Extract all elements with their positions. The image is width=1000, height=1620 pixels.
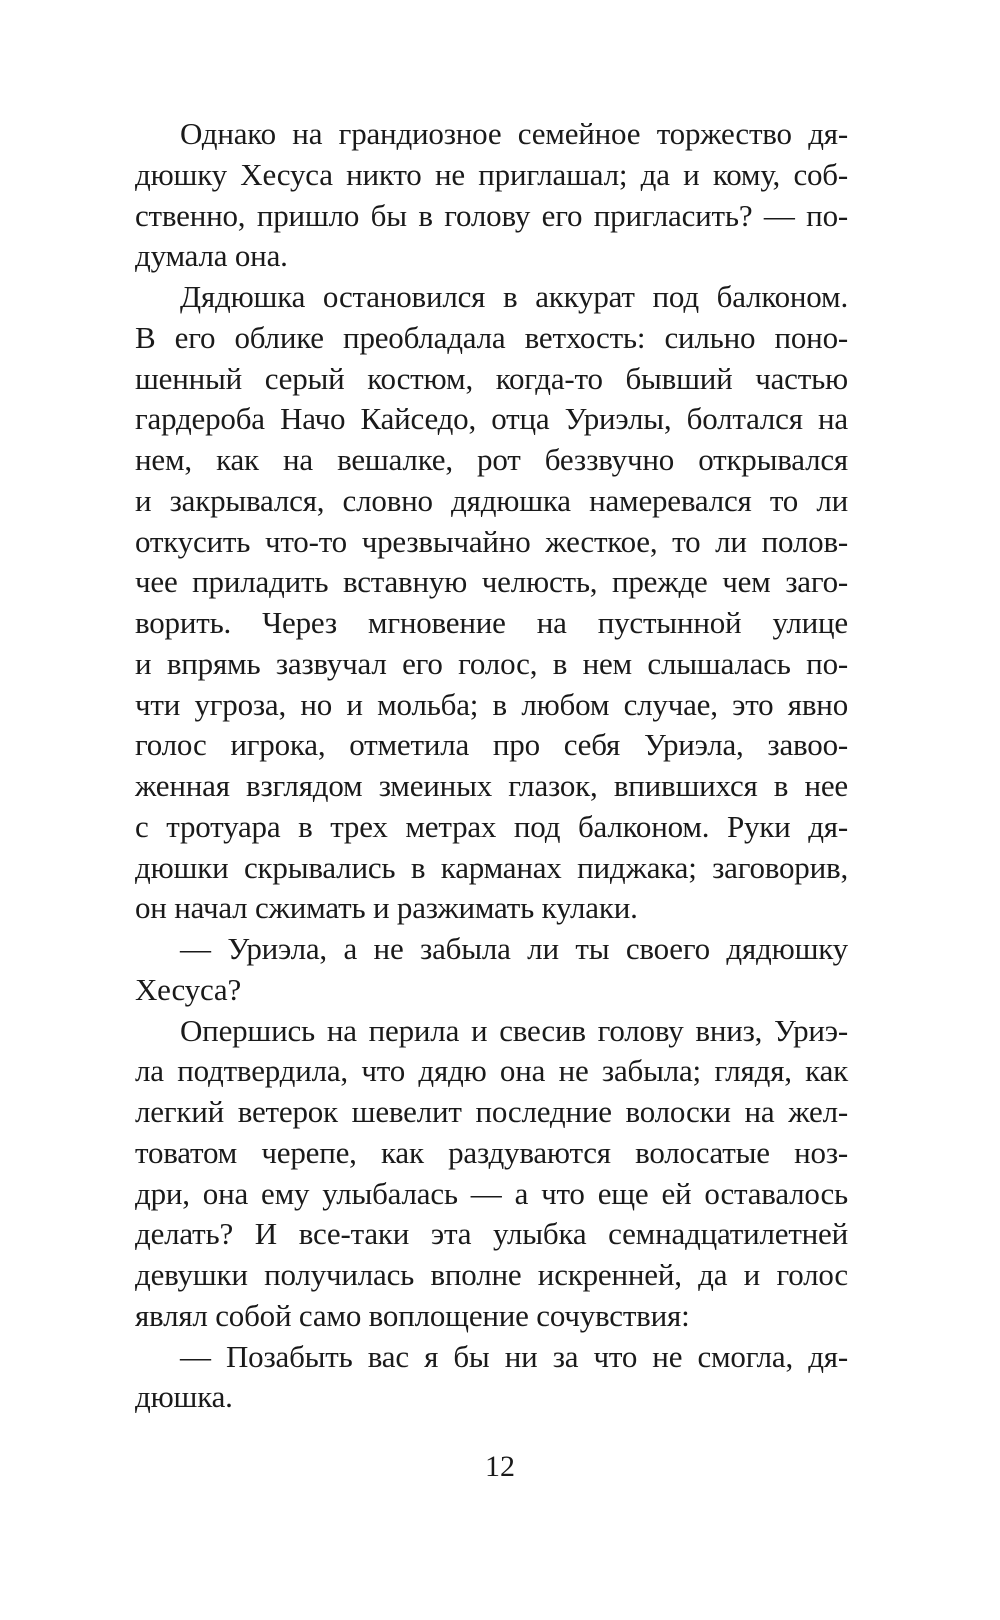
text-line: думала она. — [135, 238, 288, 274]
text-line: Однако на грандиозное семейное торжество дя- — [180, 116, 848, 151]
text-line: гардероба Начо Кайседо, отца Уриэлы, болтался на — [135, 401, 848, 437]
text-line: нем, как на вешалке, рот беззвучно открывался — [135, 442, 848, 477]
text-line: легкий ветерок шевелит последние волоски на жел- — [135, 1094, 848, 1129]
text-line: ворить. Через мгновение на пустынной улице — [135, 605, 848, 640]
text-line: — Позабыть вас я бы ни за что не смогла, дя- — [180, 1338, 848, 1374]
text-line: ственно, пришло бы в голову его пригласить? — по- — [135, 197, 848, 233]
text-line: и закрывался, словно дядюшка намеревался то ли — [135, 482, 848, 518]
text-line: Опершись на перила и свесив голову вниз, Уриэ- — [180, 1012, 848, 1048]
text-line: дюшки скрывались в карманах пиджака; заговорив, — [135, 849, 848, 885]
text-line: откусить что-то чрезвычайно жесткое, то ли полов- — [135, 523, 848, 559]
page-number: 12 — [485, 1450, 515, 1483]
text-line: шенный серый костюм, когда-то бывший частью — [135, 360, 848, 396]
text-line: с тротуара в трех метрах под балконом. Руки дя- — [135, 808, 848, 844]
text-line: он начал сжимать и разжимать кулаки. — [135, 890, 638, 926]
text-line: товатом черепе, как раздуваются волосатые ноз- — [135, 1134, 848, 1170]
text-line: ла подтвердила, что дядю она не забыла; глядя, как — [135, 1053, 848, 1089]
text-line: Дядюшка остановился в аккурат под балконом. — [180, 279, 848, 314]
text-line: — Уриэла, а не забыла ли ты своего дядюшку — [180, 931, 848, 966]
text-line: девушки получилась вполне искренней, да и голос — [135, 1257, 848, 1292]
text-line: являл собой само воплощение сочувствия: — [135, 1297, 690, 1333]
body-text — [135, 114, 848, 1418]
text-line: В его облике преобладала ветхость: сильно поно- — [135, 319, 848, 355]
text-line: дри, она ему улыбалась — а что еще ей оставалось — [135, 1175, 848, 1211]
text-line: чти угроза, но и мольба; в любом случае, это явно — [135, 686, 848, 722]
text-line: дюшку Хесуса никто не приглашал; да и кому, соб- — [135, 156, 848, 192]
text-line: дюшка. — [135, 1379, 233, 1415]
text-line: и впрямь зазвучал его голос, в нем слышалась по- — [135, 645, 848, 681]
text-line: женная взглядом змеиных глазок, впившихся в нее — [135, 768, 848, 803]
text-line: голос игрока, отметила про себя Уриэла, завоо- — [135, 727, 848, 763]
text-line: Хесуса? — [135, 971, 242, 1007]
text-line: чее приладить вставную челюсть, прежде чем заго- — [135, 564, 848, 600]
text-line: делать? И все-таки эта улыбка семнадцатилетней — [135, 1216, 848, 1252]
